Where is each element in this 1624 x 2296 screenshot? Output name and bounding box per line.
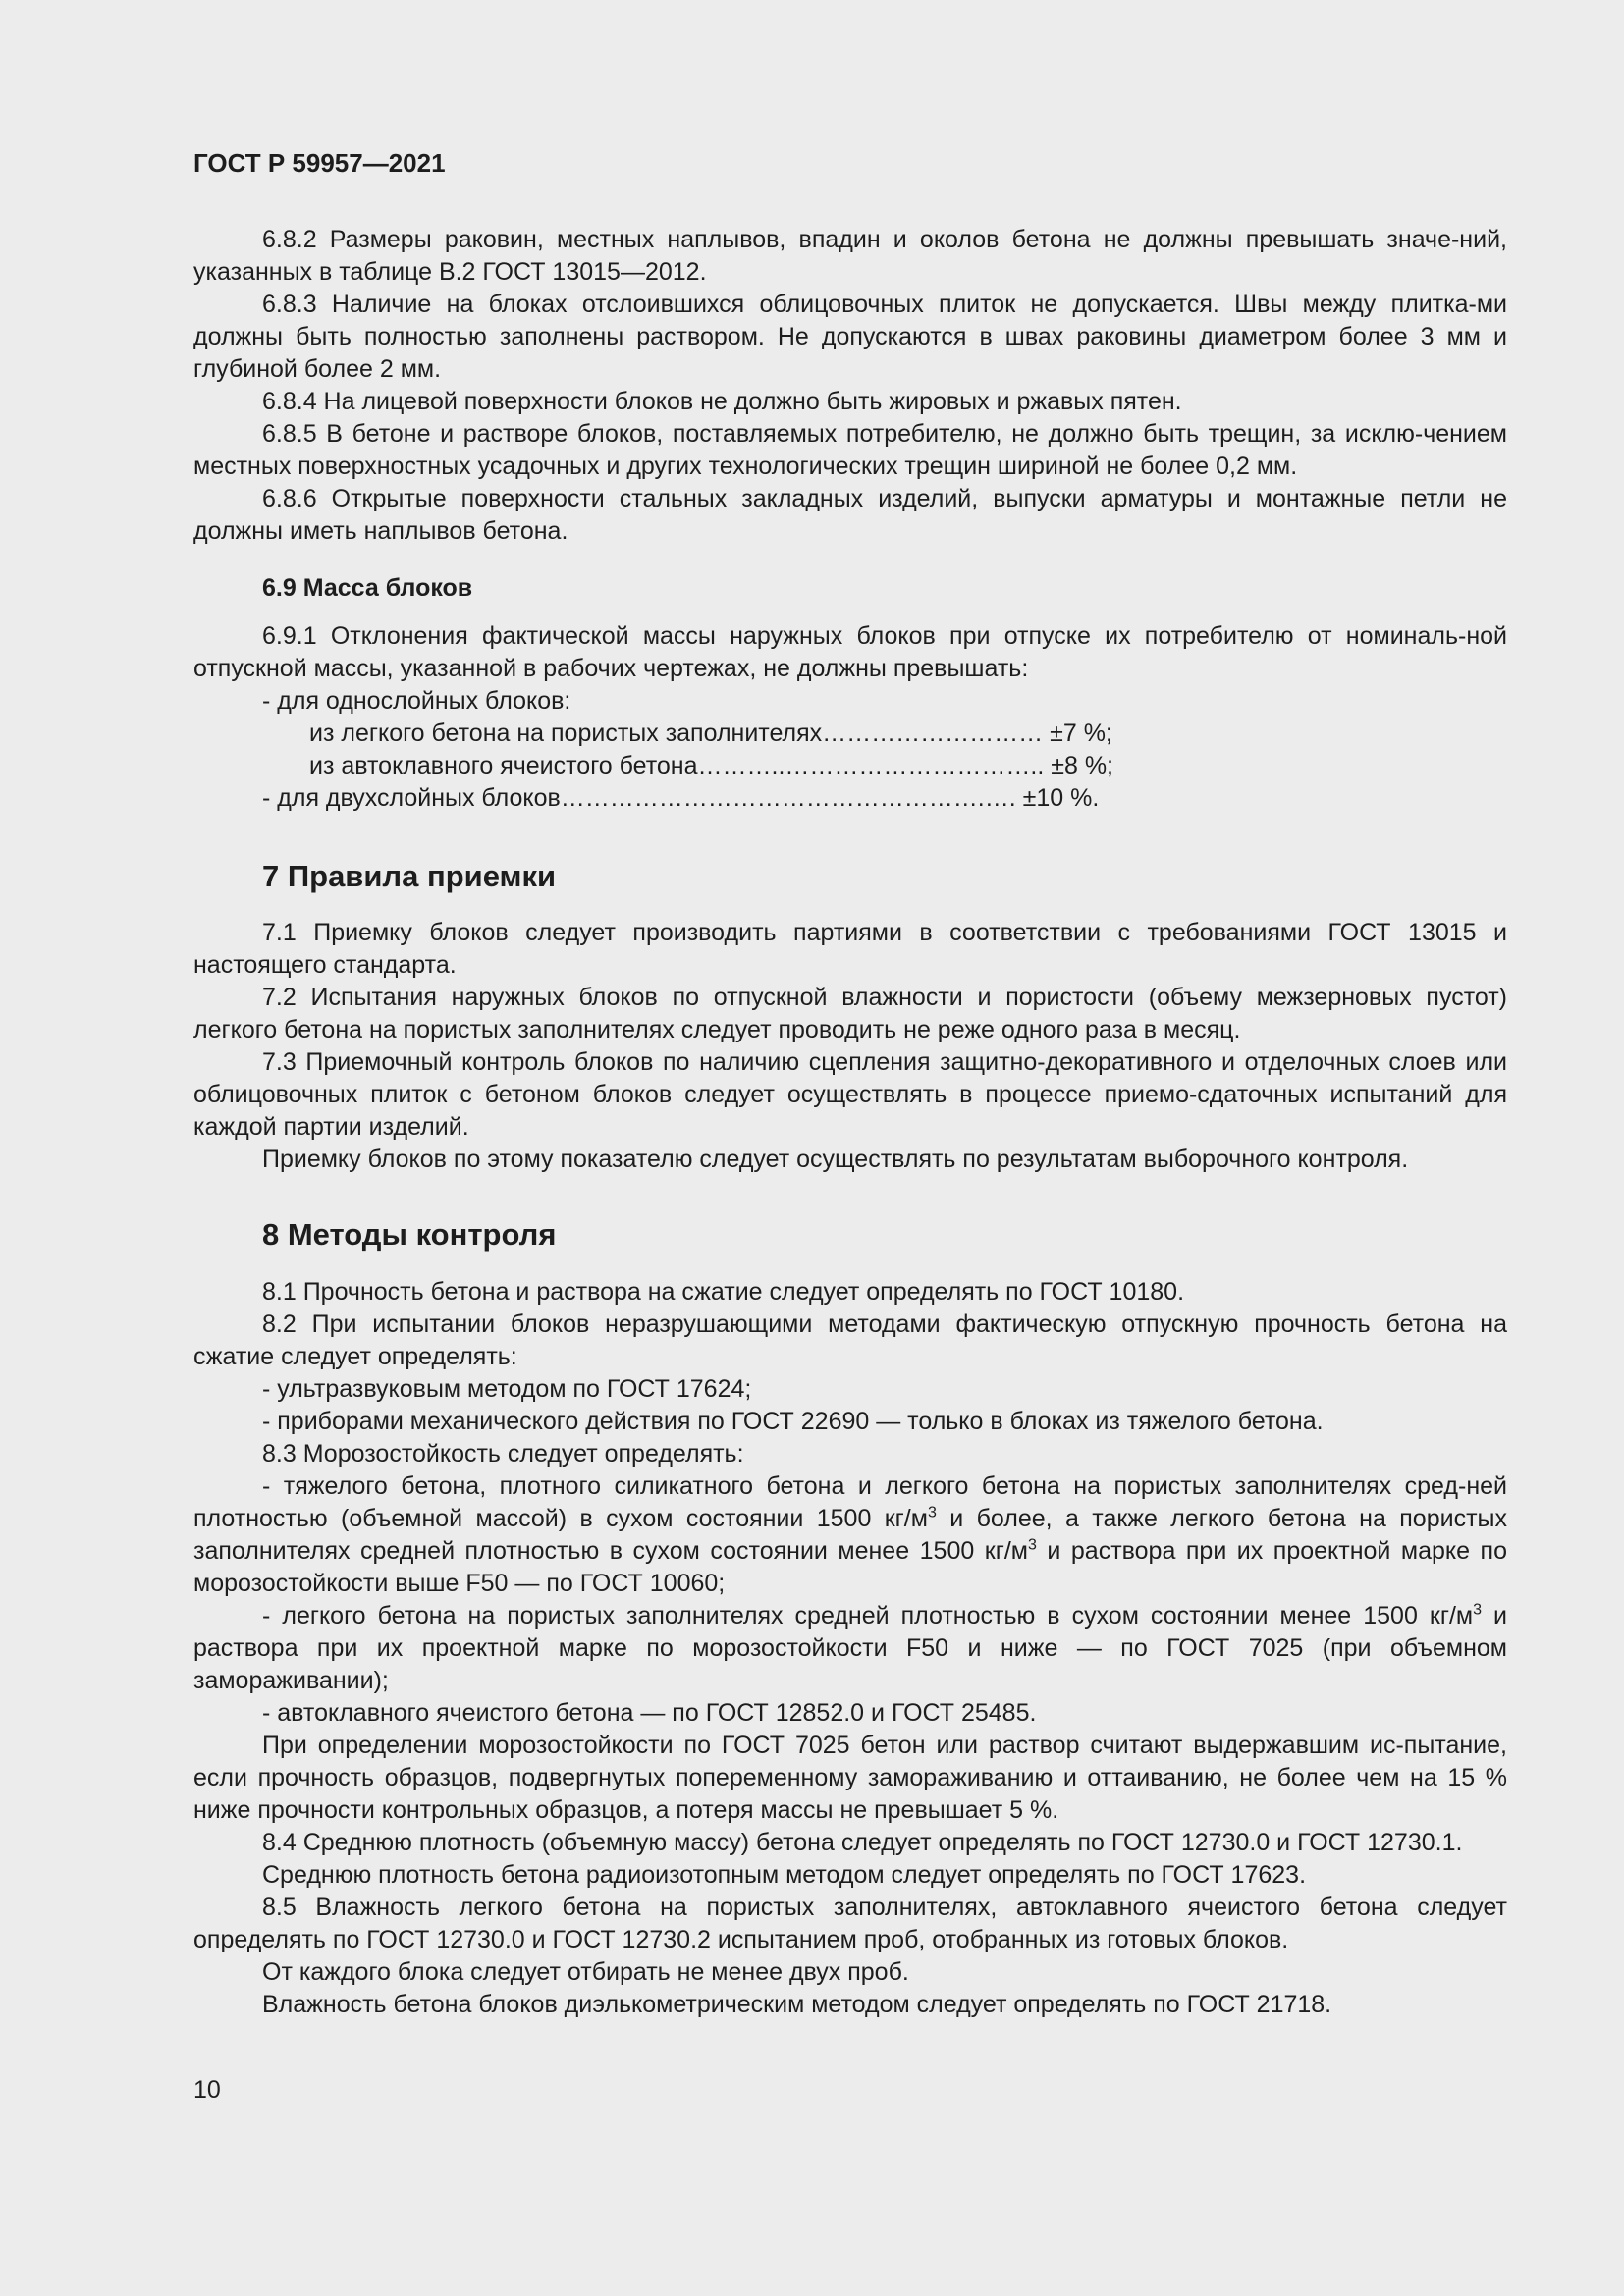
block-6-9-1: [193, 620, 1507, 815]
page-number: 10: [193, 2076, 221, 2104]
document-code-header: ГОСТ Р 59957—2021: [193, 148, 446, 178]
paragraph-heavy-concrete: - тяжелого бетона, плотного силикатного бетона и легкого бетона на пористых заполнителях сред-ней плотностью (объемной массой) в сухом состоянии 1500 $кг/м^3$ и более, а также легкого бетона на пористых заполнителях средней плотностью в сухом состоянии менее 1500 $кг/м^3$ и раствора при их проектной марке по морозостойкости выше F50 — по ГОСТ 10060;: [193, 1472, 1507, 1597]
paragraph: 7.2 Испытания наружных блоков по отпускной влажности и пористости (объему межзерновых пустот) легкого бетона на пористых заполнителях следует проводить не реже одного раза в месяц.: [193, 984, 1507, 1043]
paragraph-list: [193, 1276, 1507, 1470]
paragraph: - для двухслойных блоков…………………………………………….…. ±10 %.: [262, 784, 1100, 812]
paragraph: 8.2 При испытании блоков неразрушающими методами фактическую отпускную прочность бетона на сжатие следует определять:: [193, 1310, 1507, 1370]
block-8: [193, 1276, 1507, 2021]
paragraph: из автоклавного ячеистого бетона………..………………………….. ±8 %;: [309, 752, 1113, 779]
paragraph-list: [193, 1697, 1507, 2021]
paragraph: От каждого блока следует отбирать не менее двух проб.: [262, 1958, 909, 1986]
paragraph-list: [193, 917, 1507, 1176]
section-7-heading: 7 Правила приемки: [262, 859, 557, 893]
paragraph: 6.8.6 Открытые поверхности стальных закладных изделий, выпуски арматуры и монтажные петли не должны иметь наплывов бетона.: [193, 485, 1507, 545]
paragraph: 8.5 Влажность легкого бетона на пористых заполнителях, автоклавного ячеистого бетона следует определять по ГОСТ 12730.0 и ГОСТ 12730.2 испытанием проб, отобранных из готовых блоков.: [193, 1894, 1507, 1953]
paragraph: 8.3 Морозостойкость следует определять:: [262, 1440, 744, 1468]
paragraph-list: [193, 224, 1507, 548]
paragraph: 6.8.2 Размеры раковин, местных наплывов, впадин и околов бетона не должны превышать значе-ний, указанных в таблице В.2 ГОСТ 13015—2012.: [193, 226, 1507, 286]
paragraph: Влажность бетона блоков диэлькометрическим методом следует определять по ГОСТ 21718.: [262, 1991, 1332, 2018]
paragraph: 6.8.4 На лицевой поверхности блоков не должно быть жировых и ржавых пятен.: [262, 388, 1182, 415]
section-8-heading-wrap: [193, 1215, 1507, 1255]
paragraph: - для однослойных блоков:: [262, 687, 571, 715]
paragraph: При определении морозостойкости по ГОСТ 7025 бетон или раствор считают выдержавшим ис-пытание, если прочность образцов, подвергнутых попеременному замораживанию и оттаиванию, не более чем на 15 % ниже прочности контрольных образцов, а потеря массы не превышает 5 %.: [193, 1732, 1507, 1824]
paragraph: - ультразвуковым методом по ГОСТ 17624;: [262, 1375, 752, 1403]
paragraph: из легкого бетона на пористых заполнителях……………………… ±7 %;: [309, 720, 1112, 747]
paragraph: 8.4 Среднюю плотность (объемную массу) бетона следует определять по ГОСТ 12730.0 и ГОСТ 12730.1.: [262, 1829, 1463, 1856]
paragraph: - приборами механического действия по ГОСТ 22690 — только в блоках из тяжелого бетона.: [262, 1408, 1324, 1435]
section-7-heading-wrap: [193, 857, 1507, 896]
section-6-9-heading: 6.9 Масса блоков: [262, 574, 473, 602]
paragraph-light-concrete: - легкого бетона на пористых заполнителях средней плотностью в сухом состоянии менее 1500 $кг/м^3$ и раствора при их проектной марке по морозостойкости F50 и ниже — по ГОСТ 7025 (при объемном замораживании);: [193, 1601, 1507, 1694]
section-6-9-heading-wrap: [193, 572, 1507, 605]
paragraph: - автоклавного ячеистого бетона — по ГОСТ 12852.0 и ГОСТ 25485.: [262, 1699, 1037, 1727]
block-6-8: [193, 224, 1507, 548]
paragraph: 7.1 Приемку блоков следует производить партиями в соответствии с требованиями ГОСТ 13015 и настоящего стандарта.: [193, 919, 1507, 979]
paragraph: 8.1 Прочность бетона и раствора на сжатие следует определять по ГОСТ 10180.: [262, 1278, 1185, 1306]
paragraph: 7.3 Приемочный контроль блоков по наличию сцепления защитно-декоративного и отделочных слоев или облицовочных плиток с бетоном блоков следует осуществлять в процессе приемо-сдаточных испытаний для каждой партии изделий.: [193, 1048, 1507, 1141]
section-8-heading: 8 Методы контроля: [262, 1217, 557, 1252]
paragraph: 6.8.5 В бетоне и растворе блоков, поставляемых потребителю, не должно быть трещин, за исклю-чением местных поверхностных усадочных и других технологических трещин шириной не более 0,2 мм.: [193, 420, 1507, 480]
paragraph: 6.8.3 Наличие на блоках отслоившихся облицовочных плиток не допускается. Швы между плитка-ми должны быть полностью заполнены раствором. Не допускаются в швах раковины диаметром более 3 мм и глубиной более 2 мм.: [193, 291, 1507, 383]
block-7: [193, 917, 1507, 1176]
paragraph: Среднюю плотность бетона радиоизотопным методом следует определять по ГОСТ 17623.: [262, 1861, 1307, 1889]
paragraph: Приемку блоков по этому показателю следует осуществлять по результатам выборочного контроля.: [262, 1146, 1409, 1173]
paragraph: 6.9.1 Отклонения фактической массы наружных блоков при отпуске их потребителю от номиналь-ной отпускной массы, указанной в рабочих чертежах, не должны превышать:: [193, 622, 1507, 682]
paragraph-list: [193, 620, 1507, 815]
